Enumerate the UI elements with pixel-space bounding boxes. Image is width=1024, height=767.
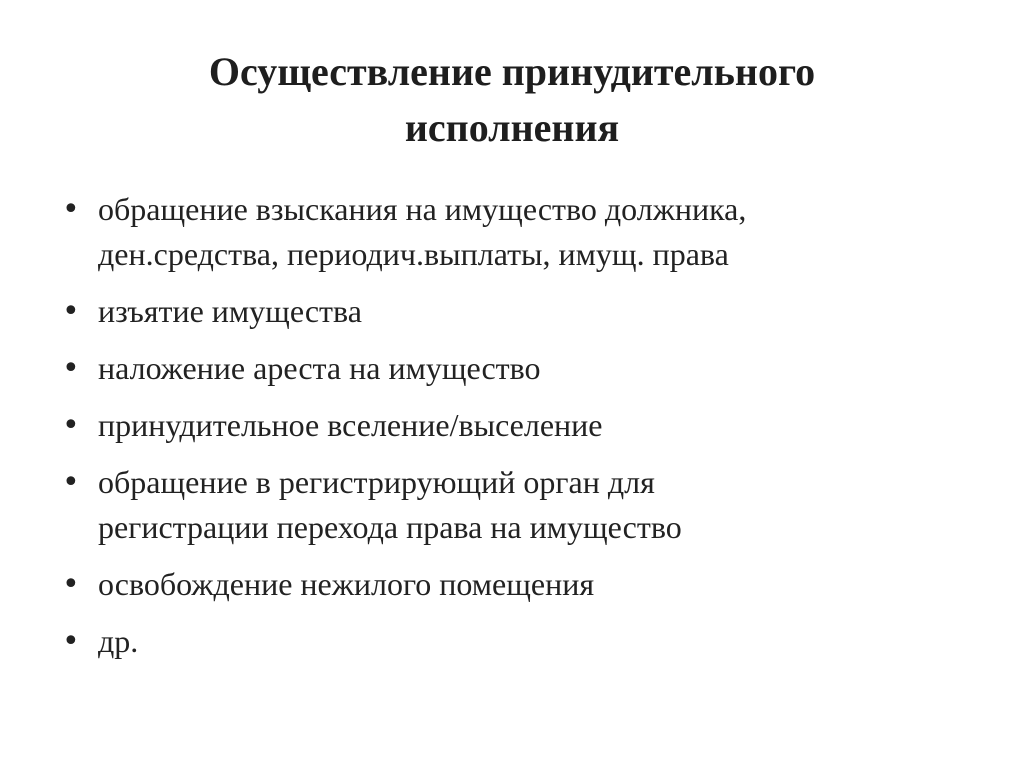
bullet-text-line: др. <box>98 623 139 659</box>
bullet-text <box>98 460 962 550</box>
bullet-text-line: ден.средства, периодич.выплаты, имущ. права <box>98 236 729 272</box>
bullet-text <box>98 619 962 664</box>
bullet-list <box>62 187 962 676</box>
bullet-item <box>62 619 962 664</box>
bullet-icon: • <box>62 351 80 386</box>
bullet-icon: • <box>62 192 80 227</box>
bullet-text <box>98 403 962 448</box>
bullet-icon: • <box>62 624 80 659</box>
bullet-text-line: обращение в регистрирующий орган для <box>98 464 655 500</box>
bullet-text <box>98 187 962 277</box>
bullet-item <box>62 187 962 277</box>
bullet-text <box>98 346 962 391</box>
bullet-text-line: освобождение нежилого помещения <box>98 566 595 602</box>
bullet-text <box>98 289 962 334</box>
bullet-text-line: изъятие имущества <box>98 293 362 329</box>
bullet-item <box>62 346 962 391</box>
bullet-item <box>62 562 962 607</box>
bullet-text <box>98 562 962 607</box>
bullet-text-line: обращение взыскания на имущество должника, <box>98 191 747 227</box>
bullet-icon: • <box>62 408 80 443</box>
bullet-item <box>62 460 962 550</box>
bullet-item <box>62 403 962 448</box>
slide-title-line: Осуществление принудительного <box>208 49 816 94</box>
bullet-text-line: наложение ареста на имущество <box>98 350 541 386</box>
bullet-icon: • <box>62 567 80 602</box>
bullet-text-line: регистрации перехода права на имущество <box>98 509 682 545</box>
slide-title <box>62 44 962 156</box>
bullet-icon: • <box>62 465 80 500</box>
bullet-text-line: принудительное вселение/выселение <box>98 407 603 443</box>
bullet-item <box>62 289 962 334</box>
slide-title-line: исполнения <box>404 105 620 150</box>
bullet-icon: • <box>62 294 80 329</box>
